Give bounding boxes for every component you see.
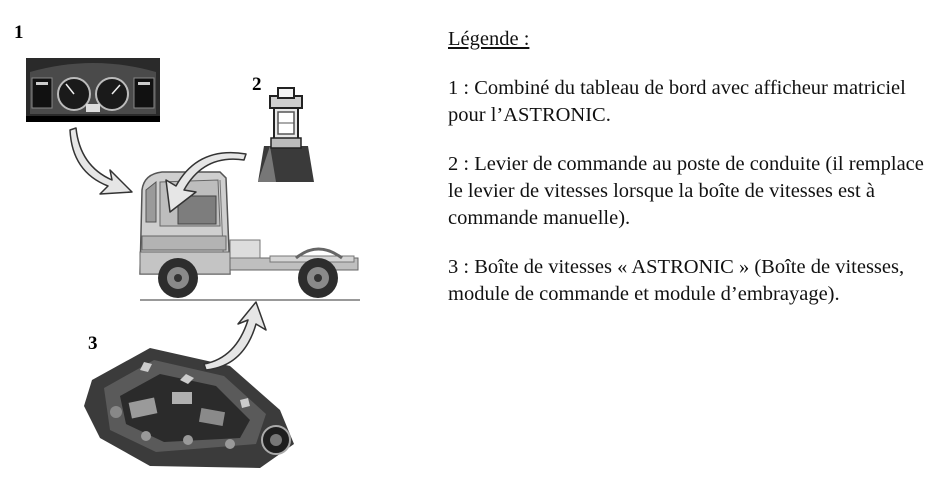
curved-arrow-icon [160,150,250,220]
legend-item-3: 3 : Boîte de vitesses « ASTRONIC » (Boîte de vitesses, module de commande et module d’embrayage). [448,256,905,305]
legend-title: Légende : [448,28,530,50]
curved-arrow-icon [70,122,140,202]
curved-arrow-icon [200,300,270,370]
legend-item-1: 1 : Combiné du tableau de bord avec afficheur matriciel pour l’ASTRONIC. [448,77,906,126]
label-number-1: 1 [14,22,24,43]
legend-item-2: 2 : Levier de commande au poste de conduite (il remplace le levier de vitesses lorsque la boîte de vitesses est à commande manuelle). [448,153,924,229]
label-number-2: 2 [252,74,262,95]
label-number-3: 3 [88,333,98,354]
dashboard-cluster-image [26,58,160,122]
legend [448,26,938,330]
